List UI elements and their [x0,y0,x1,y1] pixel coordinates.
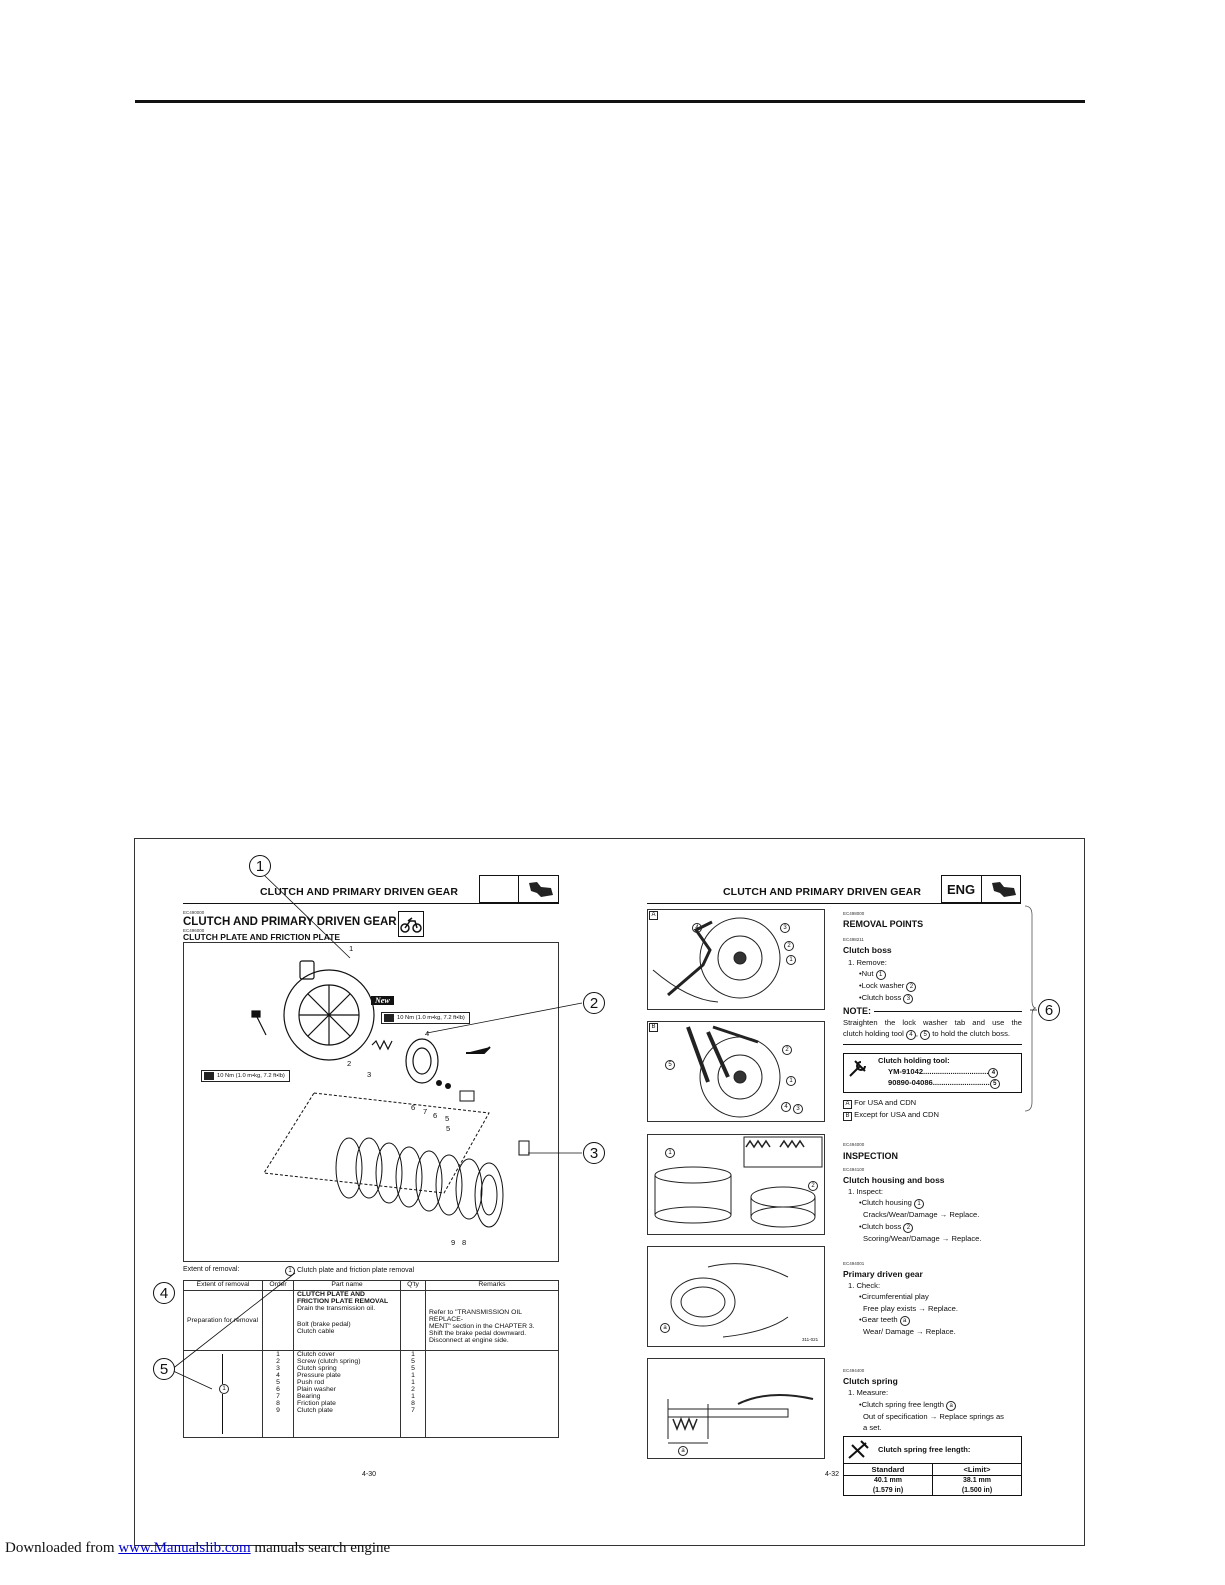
gear-teeth: •Gear teeth [859,1314,898,1324]
extent-label: Extent of removal: [183,1266,240,1273]
order: 7 [276,1393,280,1400]
prep-remark: MENT" section in the CHAPTER 3. [429,1323,535,1330]
photo-mark: 4 [692,923,702,933]
part-name: Pressure plate [297,1372,341,1379]
inspect-step: 1. Inspect: [848,1187,884,1197]
code-primary-gear: EC494001 [843,1260,865,1266]
qty: 2 [411,1386,415,1393]
part-label: 4 [425,1029,430,1038]
qty: 1 [411,1393,415,1400]
tool-1-num: 4 [988,1068,998,1078]
photo-mark: 5 [665,1060,675,1070]
photo-mark: 3 [780,923,790,933]
applicability-a-box: A [843,1100,852,1109]
left-subtitle: CLUTCH PLATE AND FRICTION PLATE [183,932,341,942]
prep-part: Drain the transmission oil. [297,1305,376,1312]
part-label: 8 [462,1238,467,1247]
check-step: 1. Check: [848,1281,881,1291]
removal-points-heading: REMOVAL POINTS [843,919,924,930]
code-clutch-boss: EC498211 [843,937,864,943]
part-name: Screw (clutch spring) [297,1358,361,1365]
part-label: 9 [451,1238,456,1247]
qty: 1 [411,1372,415,1379]
photo-mark: 3 [793,1104,803,1114]
prep-heading: CLUTCH PLATE AND FRICTION PLATE REMOVAL [297,1291,389,1305]
applicability-b-box: B [843,1112,852,1121]
order: 5 [276,1379,280,1386]
remove-item-label: •Lock washer [859,980,905,990]
photo-a-label: A [649,911,658,920]
clutch-spring-heading: Clutch spring [843,1376,898,1387]
qty: 7 [411,1407,415,1414]
note-text-2c: to hold the clutch boss. [932,1029,1010,1039]
part-label: 3 [367,1070,372,1079]
photo-mark: 4 [781,1102,791,1112]
part-name: Push rod [297,1379,325,1386]
housing-boss-heading: Clutch housing and boss [843,1175,945,1186]
footer-suffix: manuals search engine [250,1540,391,1556]
prep-remark: Disconnect at engine side. [429,1337,509,1344]
note-num: 5 [920,1030,930,1040]
qty: 5 [411,1365,415,1372]
free-play: Free play exists → Replace. [863,1303,958,1313]
spec-header: Standard [844,1464,933,1475]
prep-part: Bolt (brake pedal) [297,1321,351,1328]
part-name: Clutch plate [297,1407,333,1414]
prep-remark: Refer to "TRANSMISSION OIL REPLACE- [429,1309,522,1323]
photo-mark: 1 [786,1076,796,1086]
spring-condition-1: Out of specification → Replace springs as [863,1411,1004,1421]
note-num: 4 [906,1030,916,1040]
part-label: 1 [349,944,354,953]
eng-tab-label: ENG [947,882,976,897]
order: 1 [276,1351,280,1358]
qty: 8 [411,1400,415,1407]
gear-condition: Wear/ Damage → Replace. [863,1326,956,1336]
photo-mark: 1 [665,1148,675,1158]
part-label: 6 [433,1111,438,1120]
part-name: Clutch cover [297,1351,335,1358]
boss-num: 2 [903,1223,913,1233]
photo-mark: a [678,1446,688,1456]
part-name: Plain washer [297,1386,336,1393]
part-name: Friction plate [297,1400,336,1407]
clutch-boss-heading: Clutch boss [843,945,892,956]
left-code1: EC490000 [183,910,205,915]
photo-mark: 2 [782,1045,792,1055]
boss-item-label: •Clutch boss [859,1221,902,1231]
primary-gear-heading: Primary driven gear [843,1269,923,1280]
circ-play: •Circumferential play [859,1292,929,1302]
spring-item-label: •Clutch spring free length [859,1399,944,1409]
part-name: Bearing [297,1393,321,1400]
extent-num: 1 [285,1266,295,1276]
order: 4 [276,1372,280,1379]
left-page-number: 4-30 [362,1471,377,1478]
footer-prefix: Downloaded from [5,1540,119,1556]
spring-condition-2: a set. [863,1422,882,1432]
code-housing-boss: EC494100 [843,1166,865,1172]
torque-spec-2-text: 10 Nm (1.0 m•kg, 7.2 ft•lb) [217,1073,285,1079]
part-name: Clutch spring [297,1365,337,1372]
left-main-title: CLUTCH AND PRIMARY DRIVEN GEAR [183,916,397,928]
photo-mark: a [660,1323,670,1333]
photo-mark: 2 [808,1181,818,1191]
extent-desc: Clutch plate and friction plate removal [296,1267,415,1274]
new-badge: New [371,996,394,1005]
photo-b-label: B [649,1023,658,1032]
part-label: 2 [347,1059,352,1068]
callout-1: 1 [249,855,271,877]
download-footer [5,1540,390,1557]
photo-mark: 2 [784,941,794,951]
applicability-b-text: Except for USA and CDN [854,1110,939,1120]
table-header: Extent of removal [184,1281,263,1291]
left-code2: EC496000 [183,928,205,933]
qty: 5 [411,1358,415,1365]
housing-item-label: •Clutch housing [859,1198,912,1208]
spec-std-in: (1.579 in) [872,1486,904,1494]
table-header: Order [263,1281,294,1291]
boss-condition: Scoring/Wear/Damage → Replace. [863,1233,982,1243]
callout-6: 6 [1038,999,1060,1021]
qty: 1 [411,1379,415,1386]
tool-title: Clutch holding tool: [878,1056,950,1066]
note-text-2b: , [915,1029,919,1039]
code-removal-points: EC498000 [843,911,865,916]
prep-remark: Shift the brake pedal downward. [429,1330,527,1337]
prep-part: Clutch cable [297,1328,335,1335]
callout-4: 4 [153,1282,175,1304]
applicability-a-text: For USA and CDN [854,1098,917,1108]
left-header-title: CLUTCH AND PRIMARY DRIVEN GEAR [260,886,459,898]
table-header: Remarks [426,1281,559,1291]
order: 3 [276,1365,280,1372]
tool-2: 90890-04086........................... [888,1078,990,1088]
order: 6 [276,1386,280,1393]
spec-limit-in: (1.500 in) [961,1486,993,1494]
spring-mark: a [946,1401,956,1411]
tool-2-num: 5 [990,1079,1000,1089]
measure-step: 1. Measure: [848,1388,889,1398]
spec-std-mm: 40.1 mm [873,1477,903,1485]
callout-2: 2 [583,992,605,1014]
remove-item-num: 2 [906,982,916,992]
remove-item-num: 3 [903,994,913,1004]
gear-teeth-mark: a [900,1316,910,1326]
callout-3: 3 [583,1142,605,1164]
right-page-number: 4-32 [825,1471,840,1478]
order: 2 [276,1358,280,1365]
right-header-title: CLUTCH AND PRIMARY DRIVEN GEAR [723,886,922,898]
manualslib-link[interactable]: www.Manualslib.com [118,1540,251,1556]
code-inspection: EC494000 [843,1142,865,1148]
spec-header: <Limit> [963,1465,991,1475]
order: 9 [276,1407,280,1414]
housing-num: 1 [914,1199,924,1209]
prep-extent: Preparation for removal [184,1291,263,1351]
remove-item-label: •Nut [859,968,874,978]
table-header: Q'ty [401,1281,426,1291]
table-header: Part name [294,1281,401,1291]
part-label: 5 [446,1124,451,1133]
spec-title: Clutch spring free length: [878,1445,971,1455]
spec-limit-mm: 38.1 mm [962,1477,992,1485]
callout-5: 5 [153,1358,175,1380]
code-clutch-spring: EC494400 [843,1368,865,1374]
inspection-heading: INSPECTION [843,1150,899,1161]
note-text-2a: clutch holding tool [843,1029,904,1039]
remove-item-label: •Clutch boss [859,992,902,1002]
extent-marker: 1 [219,1384,229,1394]
housing-condition: Cracks/Wear/Damage → Replace. [863,1210,980,1220]
part-label: 5 [445,1114,450,1123]
torque-spec-1-text: 10 Nm (1.0 m•kg, 7.2 ft•lb) [397,1015,465,1021]
tool-1: YM-91042............................... [888,1067,989,1077]
part-label: 6 [411,1103,416,1112]
photo-mark: 1 [786,955,796,965]
remove-step: 1. Remove: [848,957,887,967]
part-label: 7 [423,1107,428,1116]
note-label: NOTE: [843,1005,871,1016]
note-text-1: Straighten the lock washer tab and use the [843,1018,1022,1028]
qty: 1 [411,1351,415,1358]
order: 8 [276,1400,280,1407]
remove-item-num: 1 [876,970,886,980]
photo-code: 311-021 [802,1337,819,1342]
